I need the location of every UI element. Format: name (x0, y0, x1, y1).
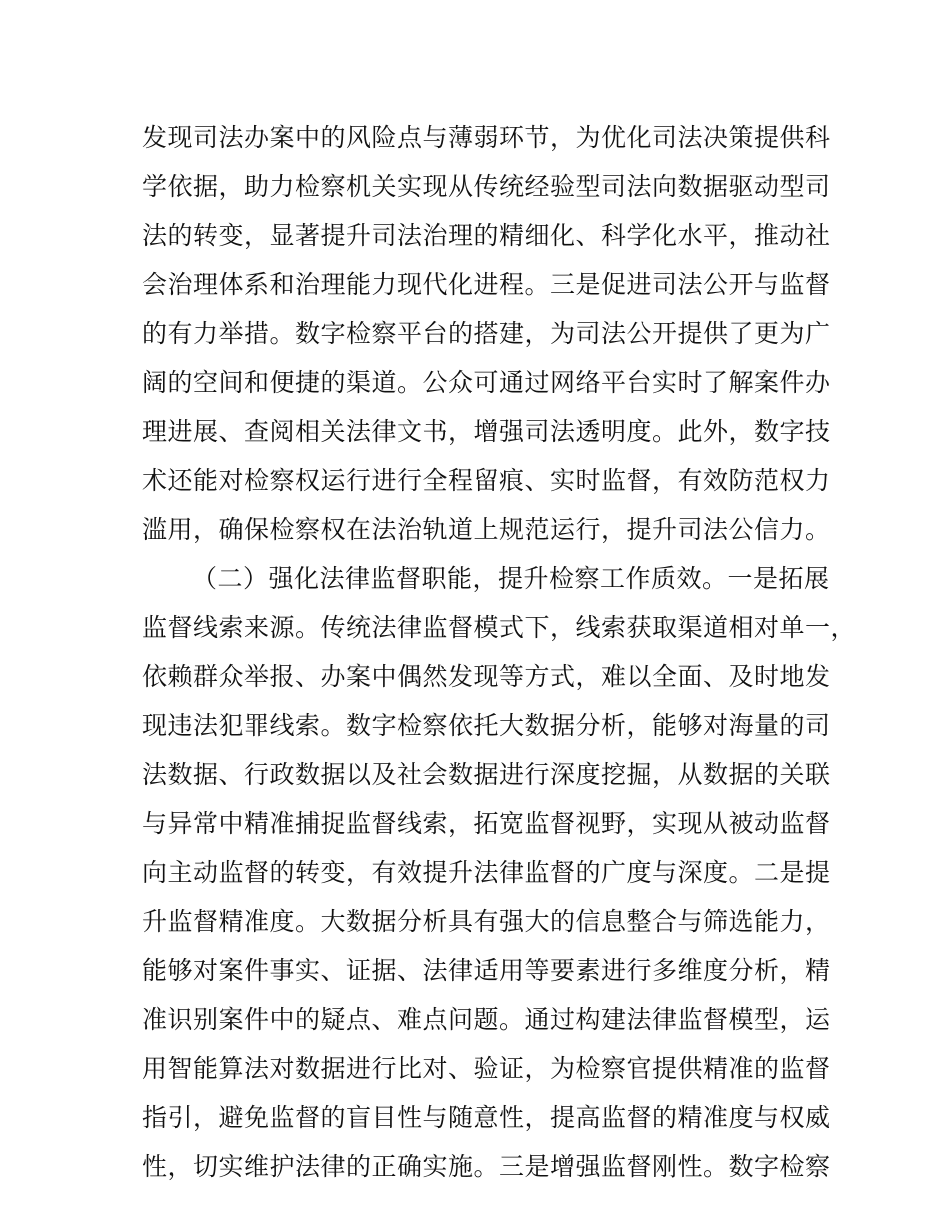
text-line: 法数据、行政数据以及社会数据进行深度挖掘，从数据的关联 (142, 760, 831, 789)
text-line: 准识别案件中的疑点、难点问题。通过构建法律监督模型，运 (142, 1005, 831, 1034)
text-line: 依赖群众举报、办案中偶然发现等方式，难以全面、及时地发 (142, 662, 831, 691)
text-line: 升监督精准度。大数据分析具有强大的信息整合与筛选能力， (142, 907, 831, 936)
text-line: 会治理体系和治理能力现代化进程。三是促进司法公开与监督 (142, 270, 831, 299)
text-line: 法的转变，显著提升司法治理的精细化、科学化水平，推动社 (142, 221, 831, 250)
text-line: 现违法犯罪线索。数字检察依托大数据分析，能够对海量的司 (142, 711, 831, 740)
text-line: 学依据，助力检察机关实现从传统经验型司法向数据驱动型司 (142, 172, 831, 201)
text-line: 的有力举措。数字检察平台的搭建，为司法公开提供了更为广 (142, 319, 831, 348)
text-line: 指引，避免监督的盲目性与随意性，提高监督的精准度与权威 (142, 1103, 831, 1132)
text-line: 理进展、查阅相关法律文书，增强司法透明度。此外，数字技 (142, 417, 831, 446)
text-line: 滥用，确保检察权在法治轨道上规范运行，提升司法公信力。 (142, 515, 831, 544)
text-line: 监督线索来源。传统法律监督模式下，线索获取渠道相对单一， (142, 613, 857, 642)
text-line: 用智能算法对数据进行比对、验证，为检察官提供精准的监督 (142, 1054, 831, 1083)
text-line: 发现司法办案中的风险点与薄弱环节，为优化司法决策提供科 (142, 123, 831, 152)
text-line: 阔的空间和便捷的渠道。公众可通过网络平台实时了解案件办 (142, 368, 831, 397)
text-line: 术还能对检察权运行进行全程留痕、实时监督，有效防范权力 (142, 466, 831, 495)
text-line: 与异常中精准捕捉监督线索，拓宽监督视野，实现从被动监督 (142, 809, 831, 838)
section-heading-line: （二）强化法律监督职能，提升检察工作质效。一是拓展 (192, 564, 830, 593)
text-line: 向主动监督的转变，有效提升法律监督的广度与深度。二是提 (142, 858, 831, 887)
text-line: 性，切实维护法律的正确实施。三是增强监督刚性。数字检察 (142, 1152, 831, 1181)
text-line: 能够对案件事实、证据、法律适用等要素进行多维度分析，精 (142, 956, 831, 985)
